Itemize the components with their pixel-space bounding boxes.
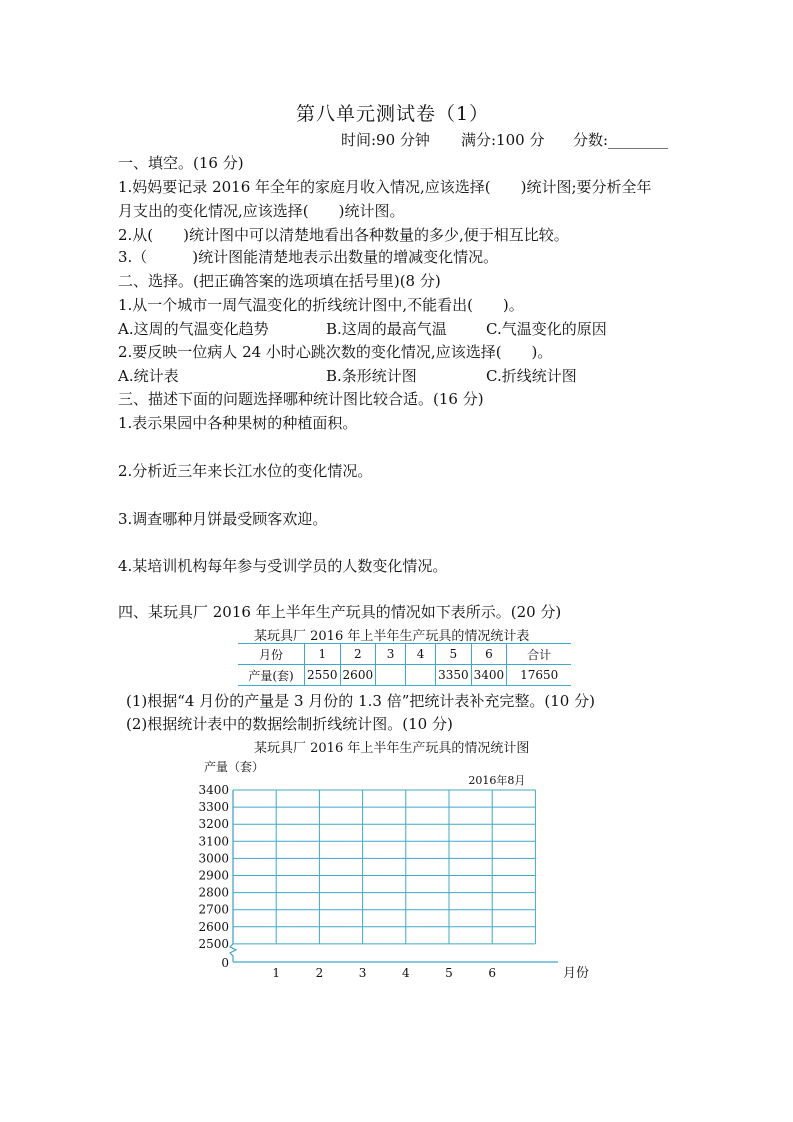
x-tick-label-1: 1 bbox=[272, 966, 281, 980]
s2-q1-option-b: B.这周的最高气温 bbox=[326, 320, 447, 338]
x-tick-label-6: 6 bbox=[488, 966, 497, 980]
header-cell-1: 1 bbox=[305, 644, 341, 665]
header-cell-total: 合计 bbox=[507, 644, 572, 665]
s2-q1-option-c: C.气温变化的原因 bbox=[486, 320, 607, 338]
data-cell-5: 3350 bbox=[436, 665, 472, 686]
s1-q3: 3.（ )统计图能清楚地表示出数量的增减变化情况。 bbox=[118, 248, 499, 266]
section3-heading: 三、描述下面的问题选择哪种统计图比较合适。(16 分) bbox=[118, 390, 484, 408]
y-tick-label-3200: 3200 bbox=[198, 817, 229, 832]
s2-q1: 1.从一个城市一周气温变化的折线统计图中,不能看出( )。 bbox=[118, 296, 524, 314]
score-label: 分数:________ bbox=[573, 131, 669, 149]
s4-q2: (2)根据统计表中的数据绘制折线统计图。(10 分) bbox=[126, 715, 453, 733]
data-cell-1: 2550 bbox=[305, 665, 341, 686]
y-tick-label-3100: 3100 bbox=[198, 834, 229, 849]
y-tick-label-zero: 0 bbox=[221, 956, 229, 970]
data-cell-2: 2600 bbox=[340, 665, 376, 686]
s2-q2-option-c: C.折线统计图 bbox=[486, 367, 577, 385]
section1-heading: 一、填空。(16 分) bbox=[118, 154, 244, 172]
section2-heading: 二、选择。(把正确答案的选项填在括号里)(8 分) bbox=[118, 272, 441, 290]
chart-date-note: 2016年8月 bbox=[468, 774, 526, 787]
x-tick-label-5: 5 bbox=[445, 966, 453, 980]
x-axis-label: 月份 bbox=[563, 966, 590, 981]
s1-q2: 2.从( )统计图中可以清楚地看出各种数量的多少,便于相互比较。 bbox=[118, 226, 569, 244]
s2-q2: 2.要反映一位病人 24 小时心跳次数的变化情况,应该选择( )。 bbox=[118, 343, 553, 361]
data-cell-total: 17650 bbox=[507, 665, 572, 686]
chart-title: 某玩具厂 2016 年上半年生产玩具的情况统计图 bbox=[254, 741, 530, 756]
time-label: 时间:90 分钟 bbox=[341, 131, 430, 149]
header-cell-2: 2 bbox=[340, 644, 376, 665]
section4-heading: 四、某玩具厂 2016 年上半年生产玩具的情况如下表所示。(20 分) bbox=[118, 603, 562, 621]
full-score-label: 满分:100 分 bbox=[461, 131, 545, 149]
s3-item-1: 1.表示果园中各种果树的种植面积。 bbox=[118, 414, 358, 432]
y-tick-label-2500: 2500 bbox=[198, 936, 229, 951]
s2-q2-option-b: B.条形统计图 bbox=[326, 367, 417, 385]
header-cell-3: 3 bbox=[376, 644, 406, 665]
axis-break-mark bbox=[230, 944, 236, 962]
data-cell-6: 3400 bbox=[471, 665, 507, 686]
table-title: 某玩具厂 2016 年上半年生产玩具的情况统计表 bbox=[254, 629, 530, 644]
s2-q1-option-a: A.这周的气温变化趋势 bbox=[118, 320, 269, 338]
y-axis-label: 产量（套） bbox=[204, 760, 265, 774]
y-tick-label-2800: 2800 bbox=[198, 885, 229, 900]
x-tick-label-2: 2 bbox=[315, 966, 324, 980]
row-label-output: 产量(套) bbox=[238, 665, 305, 686]
s1-q1-line2: 月支出的变化情况,应该选择( )统计图。 bbox=[118, 202, 405, 220]
y-tick-label-2900: 2900 bbox=[198, 868, 229, 883]
s3-item-3: 3.调查哪种月饼最受顾客欢迎。 bbox=[118, 510, 328, 528]
header-cell-5: 5 bbox=[436, 644, 472, 665]
s4-q1: (1)根据“4 月份的产量是 3 月份的 1.3 倍”把统计表补充完整。(10 分) bbox=[126, 692, 595, 710]
y-tick-label-2700: 2700 bbox=[198, 902, 229, 917]
s2-q2-option-a: A.统计表 bbox=[118, 367, 179, 385]
header-cell-month: 月份 bbox=[238, 644, 305, 665]
y-tick-label-3300: 3300 bbox=[198, 800, 229, 815]
header-cell-6: 6 bbox=[471, 644, 507, 665]
header-cell-4: 4 bbox=[406, 644, 436, 665]
y-tick-label-3400: 3400 bbox=[198, 783, 229, 797]
y-tick-label-3000: 3000 bbox=[198, 851, 229, 866]
y-tick-label-2600: 2600 bbox=[198, 919, 229, 934]
x-tick-label-4: 4 bbox=[401, 966, 410, 980]
s3-item-4: 4.某培训机构每年参与受训学员的人数变化情况。 bbox=[118, 557, 448, 575]
x-tick-label-3: 3 bbox=[358, 966, 367, 980]
page-title: 第八单元测试卷（1） bbox=[296, 103, 490, 125]
s1-q1-line1: 1.妈妈要记录 2016 年全年的家庭月收入情况,应该选择( )统计图;要分析全年 bbox=[118, 178, 652, 196]
s3-item-2: 2.分析近三年来长江水位的变化情况。 bbox=[118, 462, 373, 480]
